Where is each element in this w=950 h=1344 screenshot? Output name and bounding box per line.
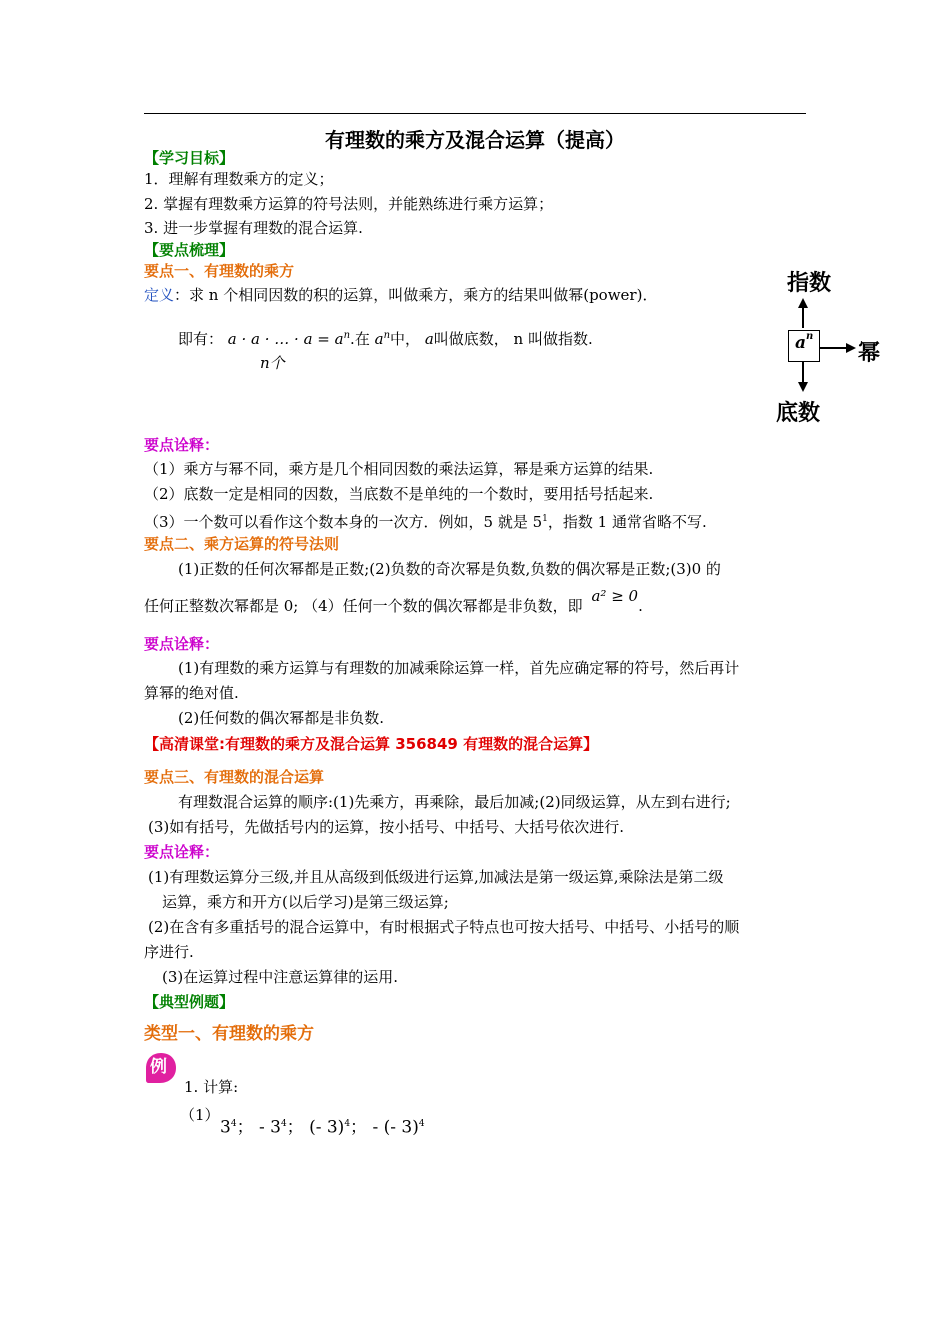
diagram-exp: n: [806, 331, 814, 342]
note3-line-4: 序进行.: [144, 943, 194, 961]
diagram-exponent-label: 指数: [787, 271, 832, 296]
point2-expression: a² ≥ 0: [591, 587, 639, 605]
note2-line-3: (2)任何数的偶次幂都是非负数.: [178, 709, 385, 727]
note2-line-1: (1)有理数的乘方运算与有理数的加减乘除运算一样，首先应确定幂的符号，然后再计: [178, 659, 740, 677]
objectives-heading: 【学习目标】: [144, 149, 235, 167]
point2-line-2-text: 任何正整数次幂都是 0; （4）任何一个数的偶次幂都是非负数，即: [144, 597, 583, 615]
formula-base: a: [424, 330, 434, 348]
formula-exponent: n: [343, 330, 351, 341]
point3-line-2: (3)如有括号，先做括号内的运算，按小括号、中括号、大括号依次进行.: [148, 818, 625, 836]
examples-heading: 【典型例题】: [144, 993, 235, 1011]
classroom-link[interactable]: 【高清课堂:有理数的乘方及混合运算 356849 有理数的混合运算】: [144, 735, 599, 753]
expr-4-exp: 4: [418, 1119, 425, 1129]
note1-item-3: [144, 510, 707, 531]
point3-heading: 要点三、有理数的混合运算: [144, 768, 325, 786]
note3-line-3: (2)在含有多重括号的混合运算中，有时根据式子特点也可按大括号、中括号、小括号的顺: [148, 918, 740, 936]
objective-1: 1．理解有理数乘方的定义；: [144, 170, 334, 188]
formula-underbrace-label: n个: [260, 354, 285, 372]
objective-2: 2. 掌握有理数乘方运算的符号法则，并能熟练进行乘方运算；: [144, 195, 554, 213]
diagram-base-label: 底数: [776, 401, 821, 426]
point2-line-2: [144, 587, 643, 615]
note3-line-5: (3)在运算过程中注意运算律的运用.: [162, 968, 399, 986]
formula-tail-1: .在: [350, 330, 370, 348]
note1-item-3-tail: ，指数 1 通常省略不写.: [547, 513, 707, 531]
note1-item-1: （1）乘方与幂不同，乘方是几个相同因数的乘法运算，幂是乘方运算的结果.: [144, 460, 654, 478]
note1-item-3-sup: 1: [542, 514, 548, 524]
diagram-power-label: 幂: [858, 341, 881, 366]
expr-3: ； (- 3): [286, 1117, 345, 1138]
formula-line: [178, 327, 593, 348]
definition-line: [144, 286, 657, 304]
point2-line-1: (1)正数的任何次幂都是正数;(2)负数的奇次幂是负数,负数的偶次幂是正数;(3)0 的: [178, 560, 721, 578]
note1-item-3-text: （3）一个数可以看作这个数本身的一次方．例如，5 就是 5: [144, 513, 543, 531]
expr-3-exp: 4: [344, 1119, 351, 1129]
formula-power-base: a: [374, 330, 384, 348]
type1-heading: 类型一、有理数的乘方: [144, 1024, 314, 1044]
summary-heading: 【要点梳理】: [144, 241, 235, 259]
note3-heading: 要点诠释：: [144, 843, 220, 861]
formula-tail-3: 叫做底数， n 叫做指数.: [433, 330, 593, 348]
point2-tail: .: [638, 597, 643, 615]
note1-heading: 要点诠释：: [144, 436, 220, 454]
note3-line-1: (1)有理数运算分三级,并且从高级到低级进行运算,加减法是第一级运算,乘除法是第二级: [148, 868, 724, 886]
note3-line-2: 运算，乘方和开方(以后学习)是第三级运算;: [162, 893, 449, 911]
note1-item-2: （2）底数一定是相同的因数，当底数不是单纯的一个数时，要用括号括起来.: [144, 485, 654, 503]
formula-expression: a · a · … · a = a: [227, 330, 344, 348]
objective-3: 3. 进一步掌握有理数的混合运算.: [144, 219, 363, 237]
expr-1: 3: [220, 1117, 231, 1138]
expr-4: ； - (- 3): [350, 1117, 419, 1138]
note2-line-2: 算幂的绝对值.: [144, 684, 239, 702]
diagram-base: a: [795, 333, 807, 353]
point3-line-1: 有理数混合运算的顺序:(1)先乘方，再乘除，最后加减;(2)同级运算，从左到右进行;: [178, 793, 731, 811]
example1-part1-label: （1）: [180, 1106, 220, 1124]
formula-prefix: 即有：: [178, 330, 224, 348]
example-badge-text: 例: [150, 1057, 167, 1077]
page-title: 有理数的乘方及混合运算（提高）: [325, 128, 625, 152]
definition-label: 定义: [144, 286, 175, 304]
expr-2-exp: 4: [280, 1119, 287, 1129]
formula-tail-2: 中，: [390, 330, 421, 348]
expr-2: ； - 3: [236, 1117, 281, 1138]
formula-power-exp: n: [383, 330, 391, 341]
example1-label: 1. 计算:: [184, 1078, 239, 1096]
header-rule: [144, 113, 806, 114]
definition-text: ：求 n 个相同因数的积的运算，叫做乘方，乘方的结果叫做幂(power)．: [174, 286, 658, 304]
point1-heading: 要点一、有理数的乘方: [144, 262, 295, 280]
example1-expressions: [220, 1115, 425, 1137]
expr-1-exp: 4: [230, 1119, 237, 1129]
note2-heading: 要点诠释：: [144, 635, 220, 653]
point2-heading: 要点二、乘方运算的符号法则: [144, 535, 340, 553]
